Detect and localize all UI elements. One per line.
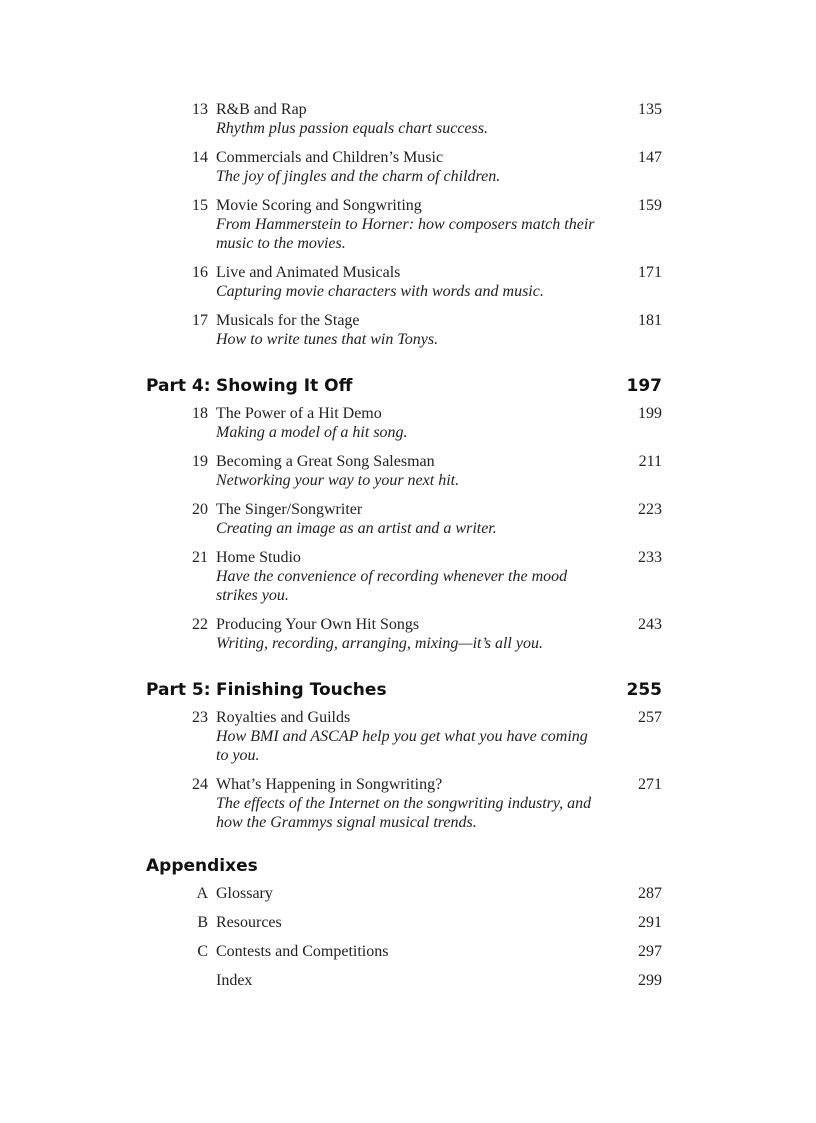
entry-description: music to the movies.	[216, 235, 346, 252]
toc-entry-line	[0, 708, 816, 727]
entry-page-number: 199	[638, 405, 662, 422]
toc-entry	[0, 404, 816, 442]
toc-entry-line	[0, 942, 816, 961]
toc-entry-line	[0, 913, 816, 932]
entry-description: Writing, recording, arranging, mixing—it’s all you.	[216, 635, 543, 652]
toc-entry-line	[0, 971, 816, 990]
entry-description: How BMI and ASCAP help you get what you have coming	[216, 728, 588, 745]
chapter-group-part3	[0, 100, 816, 349]
entry-number: 17	[192, 312, 208, 329]
entry-description: Capturing movie characters with words and music.	[216, 283, 544, 300]
part-title: Finishing Touches	[216, 680, 387, 700]
entry-title: Musicals for the Stage	[216, 312, 360, 329]
entry-number: B	[197, 914, 208, 931]
entry-number: 20	[192, 501, 208, 518]
entry-description: From Hammerstein to Horner: how composers match their	[216, 216, 595, 233]
toc-entry	[0, 548, 816, 605]
entry-page-number: 233	[638, 549, 662, 566]
part-label: Part 5:	[146, 680, 211, 700]
toc-entry	[0, 452, 816, 490]
entry-page-number: 271	[638, 776, 662, 793]
entry-number: 16	[192, 264, 208, 281]
toc-entry-line	[0, 775, 816, 794]
entry-title: Contests and Competitions	[216, 943, 389, 960]
toc-entry	[0, 971, 816, 990]
toc-entry-line	[0, 500, 816, 519]
entry-title: The Power of a Hit Demo	[216, 405, 382, 422]
entry-description: to you.	[216, 747, 260, 764]
entry-title: Live and Animated Musicals	[216, 264, 401, 281]
entry-page-number: 243	[638, 616, 662, 633]
entry-description: Making a model of a hit song.	[216, 424, 408, 441]
toc-entry	[0, 196, 816, 253]
entry-description: The joy of jingles and the charm of children.	[216, 168, 501, 185]
part-page-number: 255	[626, 680, 662, 700]
entry-title: Producing Your Own Hit Songs	[216, 616, 420, 633]
entry-page-number: 299	[638, 972, 662, 989]
entry-page-number: 147	[638, 149, 662, 166]
entry-number: 24	[192, 776, 208, 793]
toc-entry-line	[0, 548, 816, 567]
entry-description: Rhythm plus passion equals chart success.	[216, 120, 488, 137]
chapter-group-part5	[0, 708, 816, 832]
entry-number: 21	[192, 549, 208, 566]
toc-entry	[0, 311, 816, 349]
toc-entry	[0, 708, 816, 765]
entry-title: Glossary	[216, 885, 273, 902]
entry-title: Resources	[216, 914, 282, 931]
entry-page-number: 297	[638, 943, 662, 960]
toc-entry	[0, 263, 816, 301]
entry-page-number: 291	[638, 914, 662, 931]
entry-number: 19	[192, 453, 208, 470]
appendix-list	[0, 884, 816, 990]
entry-page-number: 159	[638, 197, 662, 214]
entry-page-number: 211	[638, 453, 662, 470]
entry-title: Royalties and Guilds	[216, 709, 351, 726]
entry-number: 15	[192, 197, 208, 214]
toc-entry-line	[0, 311, 816, 330]
entry-page-number: 223	[638, 501, 662, 518]
toc-entry-line	[0, 196, 816, 215]
toc-entry	[0, 884, 816, 903]
toc-entry-line	[0, 263, 816, 282]
entry-number: 22	[192, 616, 208, 633]
entry-description: The effects of the Internet on the songwriting industry, and	[216, 795, 592, 812]
entry-number: 18	[192, 405, 208, 422]
entry-page-number: 287	[638, 885, 662, 902]
entry-number: A	[196, 885, 208, 902]
toc-entry	[0, 775, 816, 832]
toc-entry	[0, 100, 816, 138]
toc-entry-line	[0, 100, 816, 119]
entry-title: Movie Scoring and Songwriting	[216, 197, 422, 214]
entry-title: Commercials and Children’s Music	[216, 149, 444, 166]
entry-title: Index	[216, 972, 253, 989]
entry-title: R&B and Rap	[216, 101, 307, 118]
entry-description: Have the convenience of recording whenever the mood	[216, 568, 568, 585]
part-title: Showing It Off	[216, 376, 353, 396]
toc-entry	[0, 942, 816, 961]
table-of-contents	[0, 100, 816, 1000]
entry-description: Creating an image as an artist and a writer.	[216, 520, 497, 537]
entry-page-number: 181	[638, 312, 662, 329]
toc-entry	[0, 148, 816, 186]
appendixes-title: Appendixes	[146, 856, 258, 876]
entry-description: Networking your way to your next hit.	[216, 472, 460, 489]
part-5-heading	[0, 678, 816, 702]
toc-entry-line	[0, 404, 816, 423]
toc-entry-line	[0, 148, 816, 167]
entry-number: C	[197, 943, 208, 960]
toc-entry-line	[0, 884, 816, 903]
toc-entry	[0, 913, 816, 932]
entry-number: 13	[192, 101, 208, 118]
entry-description: how the Grammys signal musical trends.	[216, 814, 477, 831]
entry-title: Becoming a Great Song Salesman	[216, 453, 435, 470]
entry-description: strikes you.	[216, 587, 289, 604]
part-4-heading	[0, 374, 816, 398]
appendixes-heading	[0, 854, 816, 878]
part-label: Part 4:	[146, 376, 211, 396]
entry-description: How to write tunes that win Tonys.	[216, 331, 439, 348]
entry-page-number: 135	[638, 101, 662, 118]
entry-title: The Singer/Songwriter	[216, 501, 363, 518]
toc-entry-line	[0, 615, 816, 634]
part-page-number: 197	[626, 376, 662, 396]
entry-number: 14	[192, 149, 208, 166]
chapter-group-part4	[0, 404, 816, 653]
entry-page-number: 171	[638, 264, 662, 281]
toc-entry	[0, 500, 816, 538]
entry-number: 23	[192, 709, 208, 726]
entry-title: Home Studio	[216, 549, 301, 566]
toc-entry	[0, 615, 816, 653]
toc-entry-line	[0, 452, 816, 471]
entry-title: What’s Happening in Songwriting?	[216, 776, 443, 793]
entry-page-number: 257	[638, 709, 662, 726]
